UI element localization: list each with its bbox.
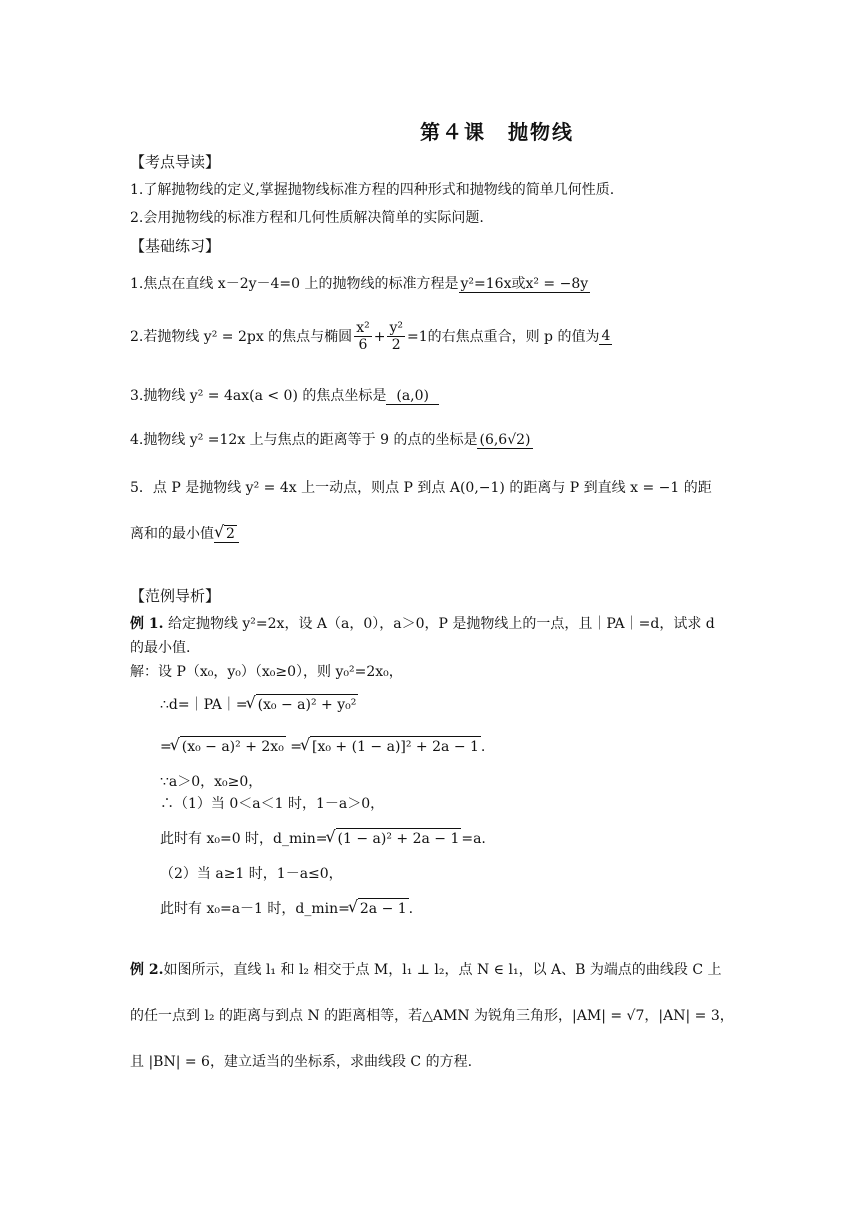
fraction-y2-2 xyxy=(387,320,405,353)
step-1-pre: ∴d=｜PA｜= xyxy=(160,697,248,713)
section-fanli: 【范例导析】 xyxy=(130,587,221,605)
solution-start: 解：设 P（x₀，y₀）（x₀≥0），则 y₀²=2x₀， xyxy=(130,664,403,680)
exercise-2-answer: 4 xyxy=(601,328,611,344)
example-1-text: 给定抛物线 y²=2x，设 A（a，0），a＞0，P 是抛物线上的一点，且｜PA｜=d，试求 d xyxy=(167,616,715,632)
section-kaodian: 【考点导读】 xyxy=(130,153,221,171)
exercise-5-answer xyxy=(214,525,239,543)
example-1-line-1 xyxy=(130,614,715,634)
step-7-end: . xyxy=(408,901,414,917)
page-title: 第４课 抛物线 xyxy=(420,120,574,144)
example-2-line-3: 且 |BN| = 6，建立适当的坐标系，求曲线段 C 的方程. xyxy=(130,1054,473,1070)
step-5-end: =a. xyxy=(461,831,486,847)
solution-step-1 xyxy=(160,694,358,715)
equals-sign: = xyxy=(290,739,302,755)
exercise-3 xyxy=(130,386,439,406)
example-2-line-2: 的任一点到 l₂ 的距离与到点 N 的距离相等，若△AMN 为锐角三角形，|AM| = √7，|AN| = 3， xyxy=(130,1008,734,1024)
exercise-3-text: 3.抛物线 y² = 4ax(a < 0) 的焦点坐标是 xyxy=(130,388,387,404)
radical: √ [x₀ + (1 − a)]² + 2a − 1 xyxy=(310,736,481,757)
exercise-3-answer: (a,0) xyxy=(386,388,439,405)
exercise-2-post: =1的右焦点重合，则 p 的值为 xyxy=(406,328,600,345)
example-2-label: 例 2. xyxy=(130,962,164,978)
solution-step-3: ∵a＞0，x₀≥0， xyxy=(160,774,263,790)
sqrt-answer: √ 2 xyxy=(224,525,237,542)
exercise-4-answer: (6,6√2) xyxy=(479,432,531,448)
solution-step-2 xyxy=(160,736,485,757)
kaodian-item-1: 1.了解抛物线的定义,掌握抛物线标准方程的四种形式和抛物线的简单几何性质. xyxy=(130,182,615,198)
exercise-4 xyxy=(130,430,533,450)
kaodian-item-2: 2.会用抛物线的标准方程和几何性质解决简单的实际问题. xyxy=(130,210,484,226)
section-jichu: 【基础练习】 xyxy=(130,237,221,255)
radical: √ (1 − a)² + 2a − 1 xyxy=(336,828,462,849)
plus-sign: + xyxy=(373,328,386,345)
solution-step-5 xyxy=(160,828,486,849)
period: . xyxy=(480,739,486,755)
step-5-pre: 此时有 x₀=0 时，d_min= xyxy=(160,831,328,847)
radical: √ (x₀ − a)² + y₀² xyxy=(256,694,359,715)
exercise-1-text: 1.焦点在直线 x－2y－4=0 上的抛物线的标准方程是 xyxy=(130,276,459,292)
step-2-pre: = xyxy=(160,739,172,755)
fraction-numerator: y² xyxy=(389,320,403,336)
example-2-text: 如图所示，直线 l₁ 和 l₂ 相交于点 M，l₁ ⊥ l₂，点 N ∈ l₁，以 A、B 为端点的曲线段 C 上 xyxy=(163,962,722,978)
exercise-5-text: 离和的最小值 xyxy=(130,526,214,542)
radical: √ (x₀ − a)² + 2x₀ xyxy=(180,736,286,757)
solution-step-7 xyxy=(160,898,413,919)
exercise-5-line-1: 5．点 P 是抛物线 y² = 4x 上一动点，则点 P 到点 A(0,−1) 的距离与 P 到直线 x = −1 的距 xyxy=(130,480,712,496)
exercise-4-text: 4.抛物线 y² =12x 上与焦点的距离等于 9 的点的坐标是 xyxy=(130,432,478,448)
radical: √ 2a − 1 xyxy=(358,898,409,919)
exercise-1-answer: y²=16x或x² = −8y xyxy=(460,276,589,292)
step-7-pre: 此时有 x₀=a－1 时，d_min= xyxy=(160,901,350,917)
exercise-2-pre: 2.若抛物线 y² = 2px 的焦点与椭圆 xyxy=(130,328,353,345)
fraction-denominator: 6 xyxy=(358,337,368,353)
exercise-1 xyxy=(130,274,590,294)
example-1-label: 例 1. xyxy=(130,616,164,632)
exercise-2 xyxy=(130,320,612,353)
example-1-line-2: 的最小值. xyxy=(130,640,191,656)
solution-step-6: （2）当 a≥1 时，1－a≤0， xyxy=(160,866,343,882)
exercise-5-line-2 xyxy=(130,524,239,544)
fraction-x2-6 xyxy=(354,320,372,353)
example-2-line-1 xyxy=(130,960,721,980)
fraction-denominator: 2 xyxy=(391,337,401,353)
fraction-numerator: x² xyxy=(356,320,370,336)
solution-step-4: ∴（1）当 0＜a＜1 时，1－a＞0， xyxy=(160,796,385,812)
